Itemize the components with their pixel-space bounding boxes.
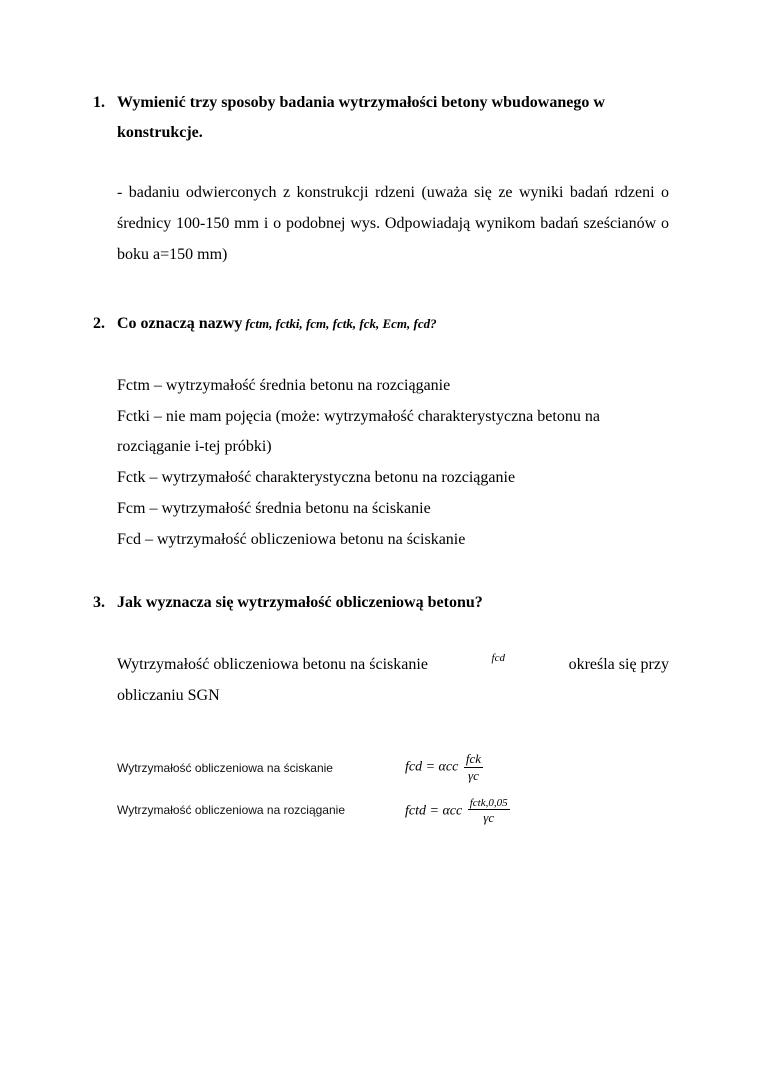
question-2-symbols: fctm, fctki, fcm, fctk, fck, Ecm, fcd? <box>245 316 437 331</box>
question-1-title-line2: konstrukcje. <box>117 124 203 141</box>
formula-compression-numerator: fck <box>465 751 481 766</box>
question-3-answer-line2: obliczaniu SGN <box>117 687 220 704</box>
question-1-answer: - badaniu odwierconych z konstrukcji rdzeni (uważa się ze wyniki badań rdzeni o średnicy 100-150 mm i o podobnej wys. Odpowiadają wynikom badań sześcianów o boku a=150 mm) <box>117 184 669 263</box>
question-2-title: Co oznaczą nazwy <box>117 315 243 332</box>
formula-tension <box>405 797 510 826</box>
question-1-heading <box>93 87 605 118</box>
question-3-answer-part1: Wytrzymałość obliczeniowa betonu na ściskanie <box>117 656 428 673</box>
question-3-heading <box>93 587 483 618</box>
formula-tension-fraction <box>468 797 510 826</box>
formula-compression-denominator: γc <box>467 768 479 783</box>
question-2-number: 2. <box>93 315 105 332</box>
formula-tension-numerator: fctk,0,05 <box>469 797 508 809</box>
question-3-answer-line1 <box>117 649 669 680</box>
formula-tension-denominator: γc <box>483 810 495 825</box>
formula-label-tension: Wytrzymałość obliczeniowa na rozciąganie <box>117 803 345 817</box>
formula-label-compression: Wytrzymałość obliczeniowa na ściskanie <box>117 761 333 775</box>
question-3-title: Jak wyznacza się wytrzymałość obliczeniową betonu? <box>117 594 483 611</box>
question-1-number: 1. <box>93 94 105 111</box>
formula-compression-fraction <box>464 751 483 784</box>
answer-line-fcd: Fcd – wytrzymałość obliczeniowa betonu na ściskanie <box>117 531 466 548</box>
question-2-heading <box>93 308 437 339</box>
answer-line-fctk: Fctk – wytrzymałość charakterystyczna betonu na rozciąganie <box>117 469 516 486</box>
answer-line-fcm: Fcm – wytrzymałość średnia betonu na ściskanie <box>117 500 431 517</box>
question-1-title-line1: Wymienić trzy sposoby badania wytrzymałości betony wbudowanego w <box>117 94 605 111</box>
question-3-number: 3. <box>93 594 105 611</box>
formula-compression-lhs: fcd = αcc <box>405 759 459 775</box>
answer-line-fctm: Fctm – wytrzymałość średnia betonu na rozciąganie <box>117 377 451 394</box>
formula-tension-lhs: fctd = αcc <box>405 803 463 819</box>
question-3-answer-symbol: fcd <box>491 652 505 664</box>
formula-compression <box>405 751 483 784</box>
question-3-answer-part2: określa się przy <box>568 656 669 673</box>
answer-line-fctki-cont: rozciąganie i-tej próbki) <box>117 438 272 455</box>
answer-line-fctki: Fctki – nie mam pojęcia (może: wytrzymałość charakterystyczna betonu na <box>117 408 600 425</box>
